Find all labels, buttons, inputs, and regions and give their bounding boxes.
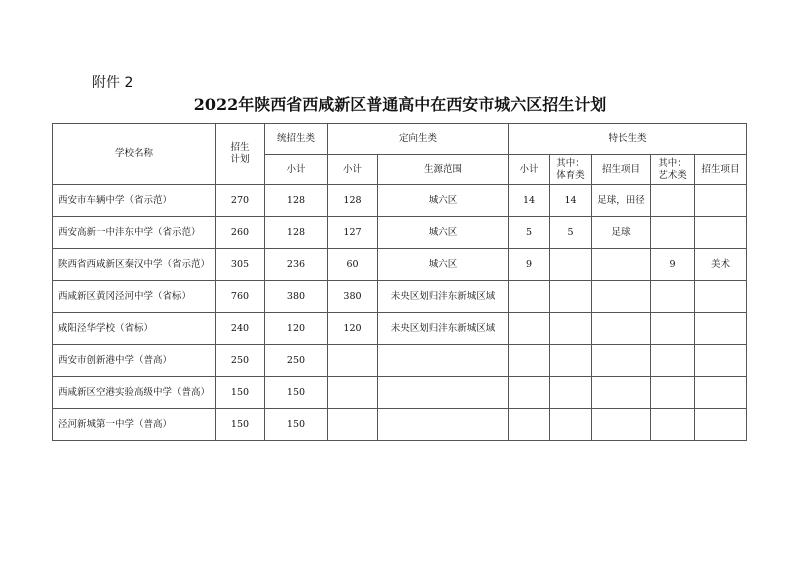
cell-unified: 128 [265,217,328,249]
cell-source-range: 未央区划归沣东新城区域 [378,281,509,313]
cell-art [651,409,695,441]
cell-art [651,217,695,249]
cell-unified: 128 [265,185,328,217]
header-unified: 统招生类 [265,124,328,155]
cell-special-subtotal: 9 [509,249,550,281]
cell-special-subtotal [509,409,550,441]
cell-directed-subtotal: 120 [328,313,378,345]
cell-plan: 270 [216,185,265,217]
cell-plan: 150 [216,377,265,409]
cell-art-item [695,185,747,217]
cell-directed-subtotal: 128 [328,185,378,217]
cell-special-subtotal: 5 [509,217,550,249]
cell-special-subtotal [509,345,550,377]
header-plan-line1: 招生 [230,142,250,153]
header-special: 特长生类 [509,124,747,155]
cell-unified: 250 [265,345,328,377]
cell-pe-item [592,281,651,313]
table-row [53,217,747,249]
cell-art-item [695,377,747,409]
cell-source-range [378,345,509,377]
table-row [53,409,747,441]
header-art [651,155,695,185]
table-row [53,281,747,313]
cell-directed-subtotal [328,345,378,377]
cell-school: 泾河新城第一中学（普高） [53,409,216,441]
cell-special-subtotal [509,313,550,345]
cell-art: 9 [651,249,695,281]
cell-pe-item [592,313,651,345]
cell-pe [550,313,592,345]
cell-art [651,313,695,345]
header-school-name: 学校名称 [53,124,216,185]
cell-pe [550,409,592,441]
cell-pe-item [592,345,651,377]
header-directed-subtotal: 小计 [328,155,378,185]
enrollment-plan-table [52,123,747,441]
cell-art-item [695,409,747,441]
cell-pe [550,281,592,313]
cell-unified: 120 [265,313,328,345]
header-art-item: 招生项目 [695,155,747,185]
cell-pe-item [592,409,651,441]
header-directed: 定向生类 [328,124,509,155]
cell-pe [550,377,592,409]
header-special-subtotal: 小计 [509,155,550,185]
cell-source-range [378,377,509,409]
header-plan-line2: 计划 [230,154,250,165]
cell-directed-subtotal: 127 [328,217,378,249]
cell-pe [550,345,592,377]
cell-source-range: 城六区 [378,249,509,281]
header-source-range: 生源范围 [378,155,509,185]
cell-special-subtotal [509,281,550,313]
cell-school: 西咸新区黄冈泾河中学（省标） [53,281,216,313]
cell-school: 西安市创新港中学（普高） [53,345,216,377]
cell-source-range: 城六区 [378,217,509,249]
cell-pe-item: 足球 [592,217,651,249]
cell-directed-subtotal: 380 [328,281,378,313]
header-pe-line2: 体育类 [556,169,585,181]
cell-unified: 150 [265,409,328,441]
header-pe-item: 招生项目 [592,155,651,185]
cell-unified: 236 [265,249,328,281]
cell-directed-subtotal [328,409,378,441]
header-row-top [53,124,747,155]
cell-art [651,345,695,377]
cell-unified: 150 [265,377,328,409]
cell-school: 西安市车辆中学（省示范） [53,185,216,217]
cell-source-range: 城六区 [378,185,509,217]
header-pe-line1: 其中： [556,157,585,169]
page-title: 2022年陕西省西咸新区普通高中在西安市城六区招生计划 [193,95,607,114]
attachment-label: 附件 2 [92,75,134,91]
table-row [53,185,747,217]
cell-pe [550,249,592,281]
header-art-line2: 艺术类 [658,169,687,181]
cell-special-subtotal [509,377,550,409]
cell-school: 西安高新一中沣东中学（省示范） [53,217,216,249]
table-row [53,249,747,281]
cell-plan: 240 [216,313,265,345]
cell-school: 咸阳泾华学校（省标） [53,313,216,345]
cell-school: 西咸新区空港实验高级中学（普高） [53,377,216,409]
header-art-line1: 其中： [658,157,687,169]
cell-plan: 260 [216,217,265,249]
cell-source-range [378,409,509,441]
table-row [53,313,747,345]
cell-pe-item: 足球，田径 [592,185,651,217]
cell-art [651,281,695,313]
cell-plan: 305 [216,249,265,281]
cell-special-subtotal: 14 [509,185,550,217]
cell-directed-subtotal: 60 [328,249,378,281]
cell-pe: 5 [550,217,592,249]
cell-art-item: 美术 [695,249,747,281]
cell-art [651,377,695,409]
cell-art-item [695,313,747,345]
header-pe [550,155,592,185]
cell-art-item [695,217,747,249]
cell-art [651,185,695,217]
table-row [53,377,747,409]
header-plan [216,124,265,185]
cell-pe-item [592,377,651,409]
cell-art-item [695,281,747,313]
cell-source-range: 未央区划归沣东新城区域 [378,313,509,345]
cell-plan: 150 [216,409,265,441]
header-unified-subtotal: 小计 [265,155,328,185]
cell-pe-item [592,249,651,281]
table-row [53,345,747,377]
cell-unified: 380 [265,281,328,313]
cell-school: 陕西省西咸新区秦汉中学（省示范） [53,249,216,281]
cell-directed-subtotal [328,377,378,409]
cell-art-item [695,345,747,377]
cell-plan: 250 [216,345,265,377]
cell-plan: 760 [216,281,265,313]
cell-pe: 14 [550,185,592,217]
